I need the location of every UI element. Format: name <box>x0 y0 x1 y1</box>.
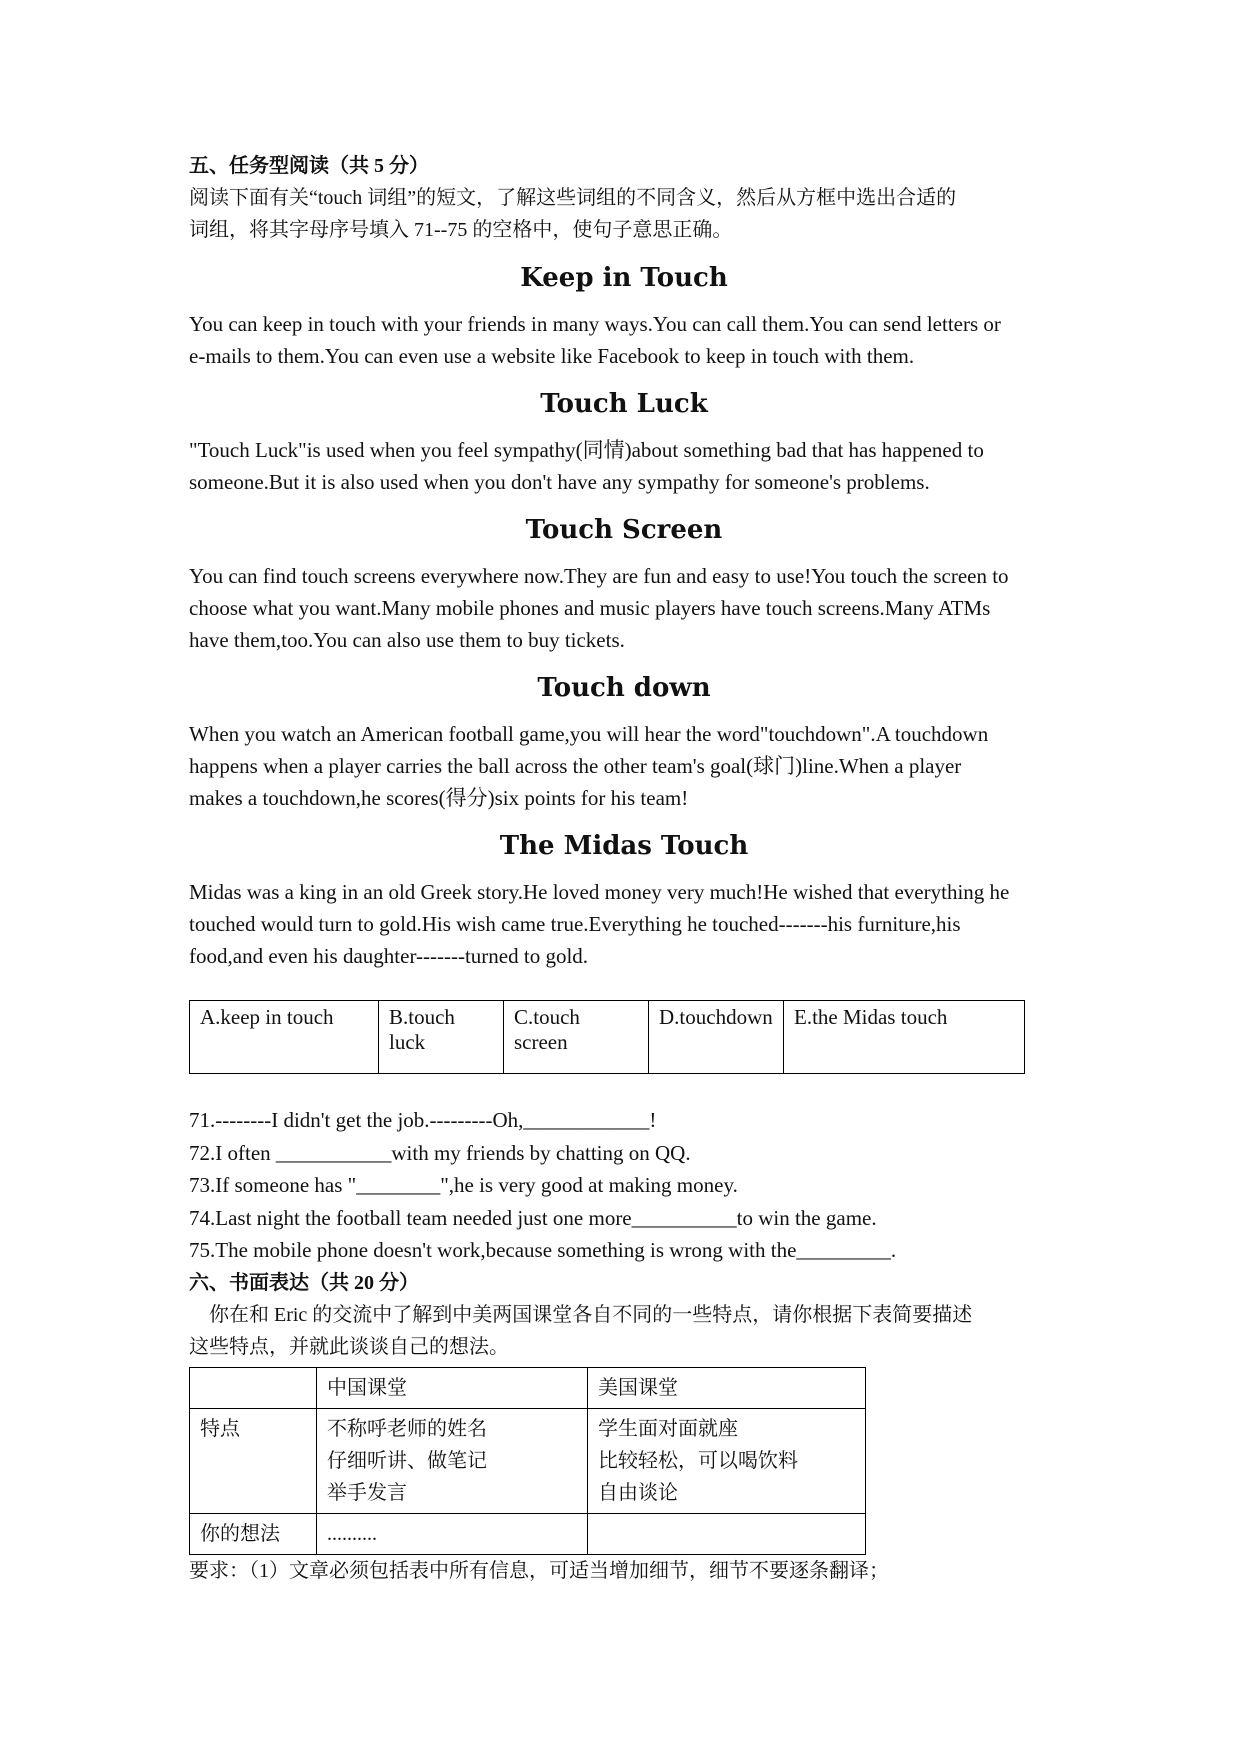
comparison-table <box>189 1367 866 1555</box>
passage-midas-touch <box>189 828 1059 972</box>
usa-features-cell <box>588 1408 866 1513</box>
passage-line: You can find touch screens everywhere now.They are fun and easy to use!You touch the screen to <box>189 564 1009 588</box>
row-label-features: 特点 <box>190 1408 317 1513</box>
section6-title: 六、书面表达（共 20 分） <box>189 1271 419 1294</box>
section5-title: 五、任务型阅读（共 5 分） <box>189 155 429 177</box>
passage-heading: Keep in Touch <box>520 263 728 293</box>
passage-line: Midas was a king in an old Greek story.He loved money very much!He wished that everything he <box>189 880 1010 904</box>
passage-line: e-mails to them.You can even use a website like Facebook to keep in touch with them. <box>189 344 915 368</box>
passage-heading: Touch Luck <box>540 389 708 419</box>
options-box <box>189 1000 1025 1074</box>
passage-touch-down <box>189 670 1059 814</box>
col-china: 中国课堂 <box>317 1367 588 1408</box>
row-label-opinion: 你的想法 <box>190 1513 317 1554</box>
passage-line: happens when a player carries the ball across the other team's goal(球门)line.When a player <box>189 754 962 778</box>
question-74: 74.Last night the football team needed just one more__________to win the game. <box>189 1205 877 1230</box>
opinion-empty-cell <box>588 1513 866 1554</box>
option-b: B.touch luck <box>379 1001 504 1074</box>
usa-feature: 自由谈论 <box>598 1481 678 1504</box>
passage-line: someone.But it is also used when you don't have any sympathy for someone's problems. <box>189 470 930 494</box>
option-d: D.touchdown <box>649 1001 784 1074</box>
passage-touch-luck <box>189 386 1059 498</box>
option-c: C.touch screen <box>504 1001 649 1074</box>
question-73: 73.If someone has "________",he is very good at making money. <box>189 1173 738 1197</box>
passage-heading: Touch Screen <box>525 515 723 545</box>
passage-line: choose what you want.Many mobile phones and music players have touch screens.Many ATMs <box>189 596 991 620</box>
opinion-value-cell: .......... <box>317 1513 588 1554</box>
passage-line: food,and even his daughter-------turned to gold. <box>189 944 589 968</box>
option-a: A.keep in touch <box>190 1001 379 1074</box>
question-list <box>189 1104 1059 1267</box>
passage-line: "Touch Luck"is used when you feel sympathy(同情)about something bad that has happened to <box>189 438 984 462</box>
section6-intro-line1: 你在和 Eric 的交流中了解到中美两国课堂各自不同的一些特点，请你根据下表简要描述 <box>209 1303 973 1326</box>
passage-keep-in-touch <box>189 260 1059 372</box>
usa-feature: 比较轻松，可以喝饮料 <box>598 1449 798 1472</box>
section5-instruction-line1: 阅读下面有关“touch 词组”的短文，了解这些词组的不同含义，然后从方框中选出合适的 <box>189 187 957 209</box>
section5-instruction-line2: 词组，将其字母序号填入 71--75 的空格中，使句子意思正确。 <box>189 219 733 241</box>
usa-feature: 学生面对面就座 <box>598 1417 738 1440</box>
question-75: 75.The mobile phone doesn't work,because something is wrong with the_________. <box>189 1238 897 1262</box>
passage-touch-screen <box>189 512 1059 656</box>
question-71: 71.--------I didn't get the job.---------Oh,____________! <box>189 1108 657 1132</box>
section6-intro-line2: 这些特点，并就此谈谈自己的想法。 <box>189 1335 509 1358</box>
china-features-cell <box>317 1408 588 1513</box>
option-e: E.the Midas touch <box>784 1001 1025 1074</box>
passage-heading: Touch down <box>537 673 711 703</box>
passage-heading: The Midas Touch <box>499 831 749 861</box>
china-feature: 不称呼老师的姓名 <box>327 1417 487 1440</box>
table-row-features <box>190 1408 866 1513</box>
china-feature: 举手发言 <box>327 1481 407 1504</box>
passage-line: You can keep in touch with your friends in many ways.You can call them.You can send letters or <box>189 312 1001 336</box>
section6-requirement: 要求：（1）文章必须包括表中所有信息，可适当增加细节，细节不要逐条翻译； <box>189 1559 889 1582</box>
table-header-row <box>190 1367 866 1408</box>
passage-line: When you watch an American football game,you will hear the word"touchdown".A touchdown <box>189 722 989 746</box>
passage-line: touched would turn to gold.His wish came true.Everything he touched-------his furniture,his <box>189 912 961 936</box>
passage-line: makes a touchdown,he scores(得分)six points for his team! <box>189 786 689 810</box>
table-corner-cell <box>190 1367 317 1408</box>
options-row <box>190 1001 1025 1074</box>
col-usa: 美国课堂 <box>588 1367 866 1408</box>
table-row-opinion <box>190 1513 866 1554</box>
china-feature: 仔细听讲、做笔记 <box>327 1449 487 1472</box>
question-72: 72.I often ___________with my friends by chatting on QQ. <box>189 1140 691 1165</box>
page-content <box>189 150 1059 1587</box>
passage-line: have them,too.You can also use them to buy tickets. <box>189 628 625 652</box>
